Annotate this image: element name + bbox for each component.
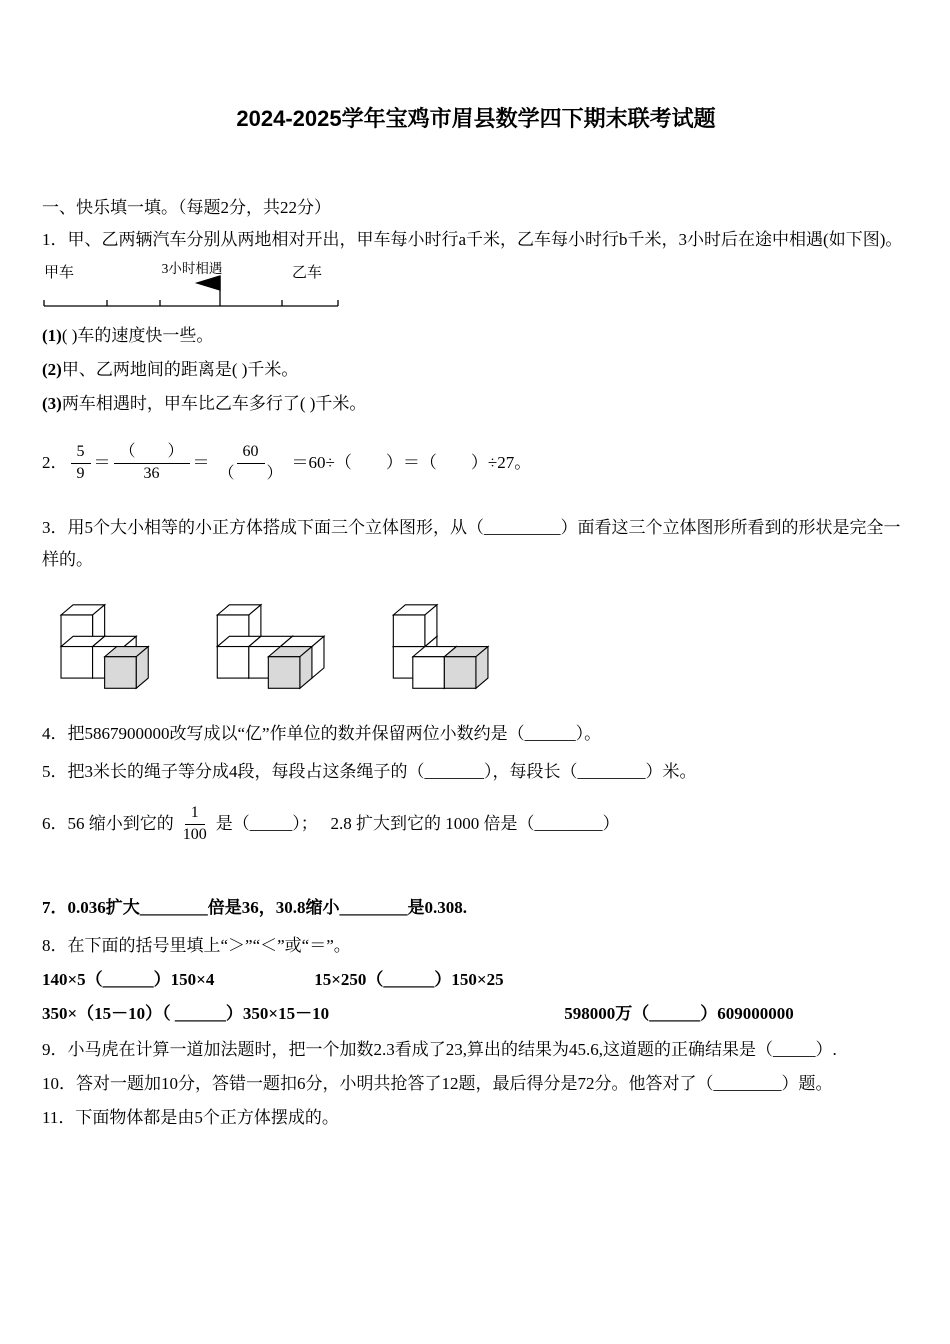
sub-number: (3) [42,394,62,414]
question-6 [42,798,910,850]
fraction-numerator: 5 [71,442,91,464]
question-9-text: 9．小马虎在计算一道加法题时，把一个加数2.3看成了23,算出的结果为45.6,这道题的正确结果是（_____）. [42,1040,837,1060]
question-4-text: 4．把5867900000改写成以“亿”作单位的数并保留两位小数约是（______）。 [42,724,602,744]
cube-figures [42,592,910,692]
car-a-label: 甲车 [44,265,75,282]
comparison-3: 350×（15－10）（ ______）350×15－10 [42,1004,330,1024]
question-1 [42,224,910,420]
cube-figure-2 [204,602,328,692]
equals-sign: ＝ [192,453,210,473]
question-1-sub-1 [42,320,910,352]
question-8-line-2 [42,998,910,1030]
fraction-denominator: 9 [76,464,85,482]
meet-label: 3小时相遇 [161,261,223,277]
meeting-diagram [42,260,342,316]
fraction-5-9 [71,442,91,485]
question-8-heading [42,930,910,962]
fraction-60-blank [213,442,289,485]
equals-sign: ＝ [93,453,111,473]
question-11 [42,1102,910,1134]
question-7-text: 7．0.036扩大________倍是36，30.8缩小________是0.308. [42,898,467,918]
sub-text: 两车相遇时，甲车比乙车多行了( )千米。 [61,394,367,414]
section-1-heading: 一、快乐填一填。（每题2分，共22分） [42,198,331,218]
question-1-diagram [42,260,910,318]
question-2-tail: ＝60÷（ ）＝（ ）÷27。 [291,453,532,473]
fraction-denominator: 36 [143,464,160,482]
question-9 [42,1034,910,1066]
fraction-numerator: 1 [185,803,205,825]
question-11-text: 11．下面物体都是由5个正方体摆成的。 [42,1108,339,1128]
cube-figure-3 [380,602,492,692]
fraction-blank-36 [114,442,190,485]
question-5-text: 5．把3米长的绳子等分成4段，每段占这条绳子的（_______），每段长（________）米。 [42,762,697,782]
question-2 [42,434,910,492]
question-6-pre: 6．56 缩小到它的 [42,814,174,834]
question-7 [42,892,910,924]
question-8-text: 8．在下面的括号里填上“＞”“＜”或“＝”。 [42,936,351,956]
question-10-text: 10．答对一题加10分，答错一题扣6分，小明共抢答了12题，最后得分是72分。他答对了（________）题。 [42,1074,833,1094]
cube-figure-1 [48,602,152,692]
comparison-4: 598000万（______）609000000 [564,1004,794,1024]
fraction-numerator: （ ） [114,442,190,464]
fraction-denominator: （ ） [218,464,283,482]
sub-text: 甲、乙两地间的距离是( )千米。 [61,360,299,380]
fraction-denominator: 100 [182,825,207,843]
question-2-number: 2． [42,453,68,473]
question-3 [42,512,910,576]
page-title: 2024-2025学年宝鸡市眉县数学四下期末联考试题 [236,106,716,131]
question-1-sub-2 [42,354,910,386]
comparison-2: 15×250（______）150×25 [314,970,504,990]
question-3-text: 3．用5个大小相等的小正方体搭成下面三个立体图形，从（_________）面看这三个立体图形所看到的形状是完全一样的。 [42,518,901,570]
question-10 [42,1068,910,1100]
question-1-sub-3 [42,388,910,420]
sub-number: (2) [42,360,62,380]
sub-number: (1) [42,326,62,346]
question-1-text: 1．甲、乙两辆汽车分别从两地相对开出，甲车每小时行a千米，乙车每小时行b千米，3小时后在途中相遇(如下图)。 [42,230,903,250]
question-4 [42,718,910,750]
car-b-label: 乙车 [292,265,323,282]
question-6-post: 是（_____）； 2.8 扩大到它的 1000 倍是（________） [215,814,620,834]
flag-icon [197,276,220,290]
fraction-numerator: 60 [237,442,265,464]
sub-text: ( )车的速度快一些。 [61,326,214,346]
fraction-1-100 [177,803,213,846]
comparison-1: 140×5（______）150×4 [42,970,215,990]
question-8-line-1 [42,964,910,996]
question-5 [42,756,910,788]
